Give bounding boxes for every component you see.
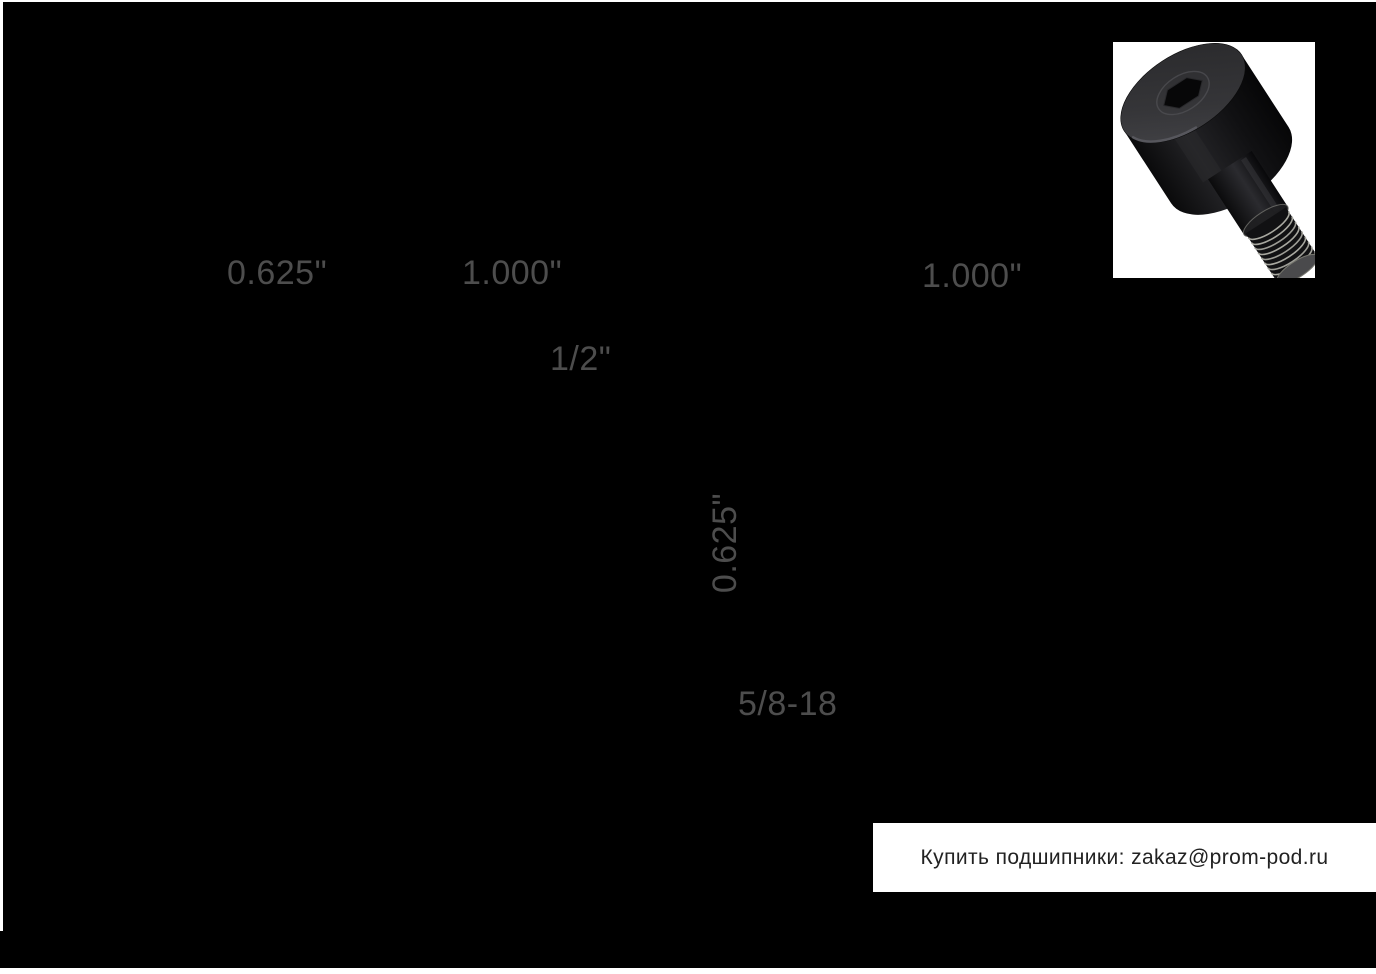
dimension-label-thread-length: 0.625" [706,492,744,594]
page-margin-top [0,0,1376,2]
dimension-label-roller-width: 1.000" [462,254,563,292]
page-margin-bottom [0,968,1376,974]
dimension-label-roller-diameter: 1.000" [922,257,1023,295]
contact-text: Купить подшипники: zakaz@prom-pod.ru [920,845,1329,869]
page-margin-left [0,0,3,931]
dimension-label-stud-length: 0.625" [227,254,328,292]
dimension-label-stud-diameter: 1/2" [550,340,612,378]
dimension-label-thread-spec: 5/8-18 [738,685,838,723]
contact-banner [873,823,1376,892]
product-photo-panel [1113,42,1315,278]
cam-follower-stud-bearing-photo [1113,42,1315,278]
